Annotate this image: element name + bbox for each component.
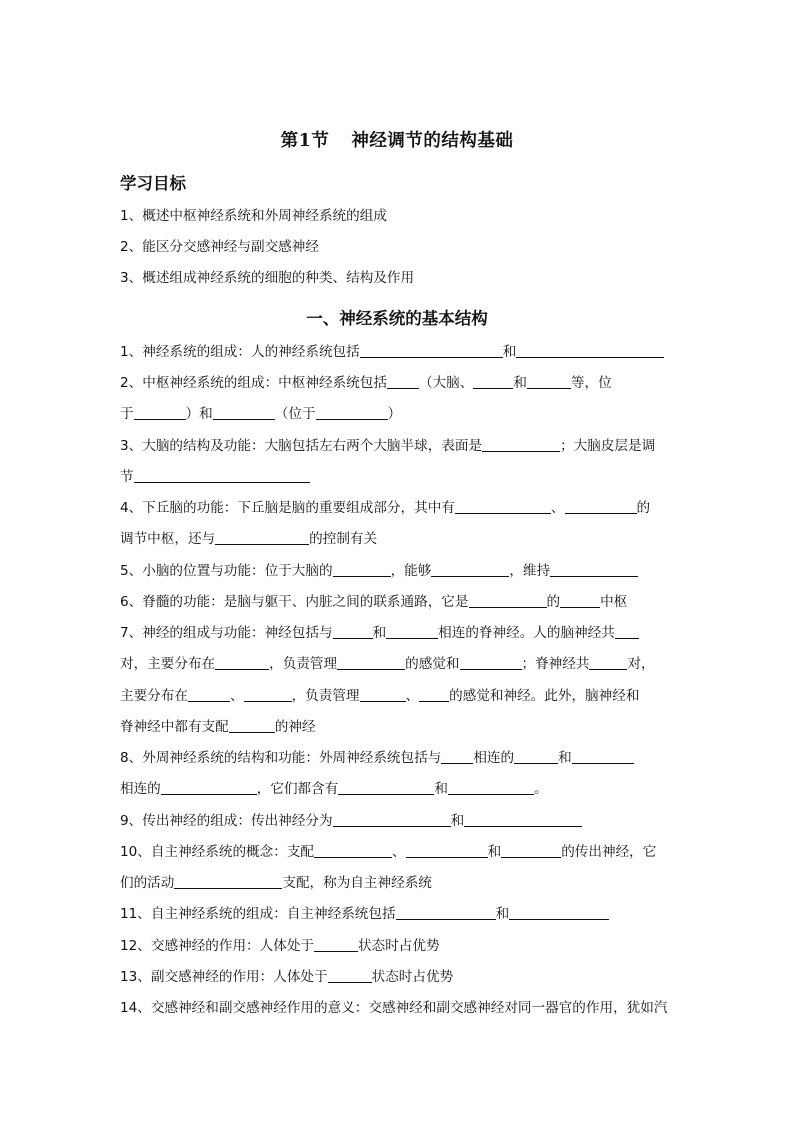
question-11: 11、自主神经系统的组成：自主神经系统包括 和	[120, 904, 674, 924]
answer-blank[interactable]	[448, 780, 534, 795]
question-8: 8、外周神经系统的结构和功能：外周神经系统包括与 相连的 和	[120, 748, 674, 768]
answer-blank[interactable]	[482, 437, 560, 452]
part-heading: 一、神经系统的基本结构	[306, 309, 488, 328]
answer-blank[interactable]	[161, 780, 257, 795]
answer-blank[interactable]	[333, 812, 451, 827]
answer-blank[interactable]	[501, 843, 561, 858]
answer-blank[interactable]	[565, 499, 637, 514]
answer-blank[interactable]	[460, 655, 522, 670]
question-5: 5、小脑的位置与功能：位于大脑的 ，能够 ，维持	[120, 561, 674, 581]
question-9: 9、传出神经的组成：传出神经分为 和	[120, 811, 674, 831]
answer-blank[interactable]	[514, 749, 558, 764]
question-3: 3、大脑的结构及功能：大脑包括左右两个大脑半球，表面是 ；大脑皮层是调	[120, 438, 656, 454]
question-6: 6、脊髓的功能：是脑与躯干、内脏之间的联系通路，它是 的 中枢	[120, 594, 628, 610]
answer-blank[interactable]	[441, 749, 473, 764]
answer-blank[interactable]	[316, 405, 388, 420]
answer-blank[interactable]	[431, 562, 509, 577]
question-12: 12、交感神经的作用：人体处于 状态时占优势	[120, 938, 440, 954]
answer-blank[interactable]	[455, 499, 551, 514]
question-7-cont: 对，主要分布在 ，负责管理 的感觉和 ；脊神经共 对，	[120, 656, 655, 672]
answer-blank[interactable]	[333, 562, 391, 577]
answer-blank[interactable]	[314, 843, 392, 858]
answer-blank[interactable]	[469, 593, 547, 608]
answer-blank[interactable]	[527, 374, 571, 389]
question-1: 1、神经系统的组成：人的神经系统包括 和	[120, 342, 674, 362]
answer-blank[interactable]	[338, 780, 434, 795]
answer-blank[interactable]	[387, 374, 419, 389]
answer-blank[interactable]	[419, 687, 449, 702]
answer-blank[interactable]	[406, 843, 488, 858]
answer-blank[interactable]	[589, 655, 627, 670]
answer-blank[interactable]	[229, 718, 275, 733]
answer-blank[interactable]	[572, 749, 634, 764]
objective-item: 1、概述中枢神经系统和外周神经系统的组成	[120, 208, 387, 224]
question-2: 2、中枢神经系统的组成：中枢神经系统包括 （大脑、 和 等，位	[120, 375, 612, 391]
answer-blank[interactable]	[328, 968, 372, 983]
question-13: 13、副交感神经的作用：人体处于 状态时占优势	[120, 969, 454, 985]
answer-blank[interactable]	[516, 343, 664, 358]
answer-blank[interactable]	[244, 687, 292, 702]
question-14: 14、交感神经和副交感神经作用的意义：交感神经和副交感神经对同一器官的作用，犹如汽	[120, 1000, 668, 1016]
question-10: 10、自主神经系统的概念：支配 、 和 的传出神经，它	[120, 844, 657, 860]
objective-item: 3、概述组成神经系统的细胞的种类、结构及作用	[120, 270, 415, 286]
answer-blank[interactable]	[314, 937, 358, 952]
page-title	[0, 127, 794, 152]
section-name: 神经调节的结构基础	[351, 131, 514, 151]
question-2-cont: 于 ）和 （位于 ）	[120, 406, 402, 422]
objectives-heading: 学习目标	[120, 174, 186, 193]
objective-item: 2、能区分交感神经与副交感神经	[120, 239, 319, 255]
answer-blank[interactable]	[550, 562, 638, 577]
question-4-cont: 调节中枢，还与 的控制有关	[120, 531, 378, 547]
question-7-cont: 主要分布在 、 ，负责管理 、 的感觉和神经。此外，脑神经和	[120, 688, 640, 704]
answer-blank[interactable]	[134, 468, 310, 483]
answer-blank[interactable]	[386, 624, 438, 639]
answer-blank[interactable]	[333, 624, 373, 639]
answer-blank[interactable]	[560, 593, 600, 608]
question-3-cont: 节	[120, 467, 674, 487]
answer-blank[interactable]	[396, 905, 496, 920]
answer-blank[interactable]	[215, 655, 269, 670]
question-7: 7、神经的组成与功能：神经包括与 和 相连的脊神经。人的脑神经共	[120, 623, 674, 643]
question-4: 4、下丘脑的功能：下丘脑是脑的重要组成部分，其中有 、 的	[120, 500, 651, 516]
question-7-cont: 脊神经中都有支配 的神经	[120, 719, 316, 735]
answer-blank[interactable]	[215, 530, 309, 545]
answer-blank[interactable]	[360, 687, 406, 702]
answer-blank[interactable]	[464, 812, 582, 827]
answer-blank[interactable]	[360, 343, 503, 358]
answer-blank[interactable]	[134, 405, 186, 420]
question-8-cont: 相连的 ，它们都含有 和 。	[120, 781, 548, 797]
section-number: 第1节	[280, 131, 330, 151]
question-10-cont: 们的活动 支配，称为自主神经系统	[120, 875, 432, 891]
answer-blank[interactable]	[337, 655, 405, 670]
answer-blank[interactable]	[615, 624, 639, 639]
answer-blank[interactable]	[213, 405, 275, 420]
answer-blank[interactable]	[473, 374, 513, 389]
answer-blank[interactable]	[188, 687, 230, 702]
answer-blank[interactable]	[509, 905, 609, 920]
answer-blank[interactable]	[174, 874, 282, 889]
